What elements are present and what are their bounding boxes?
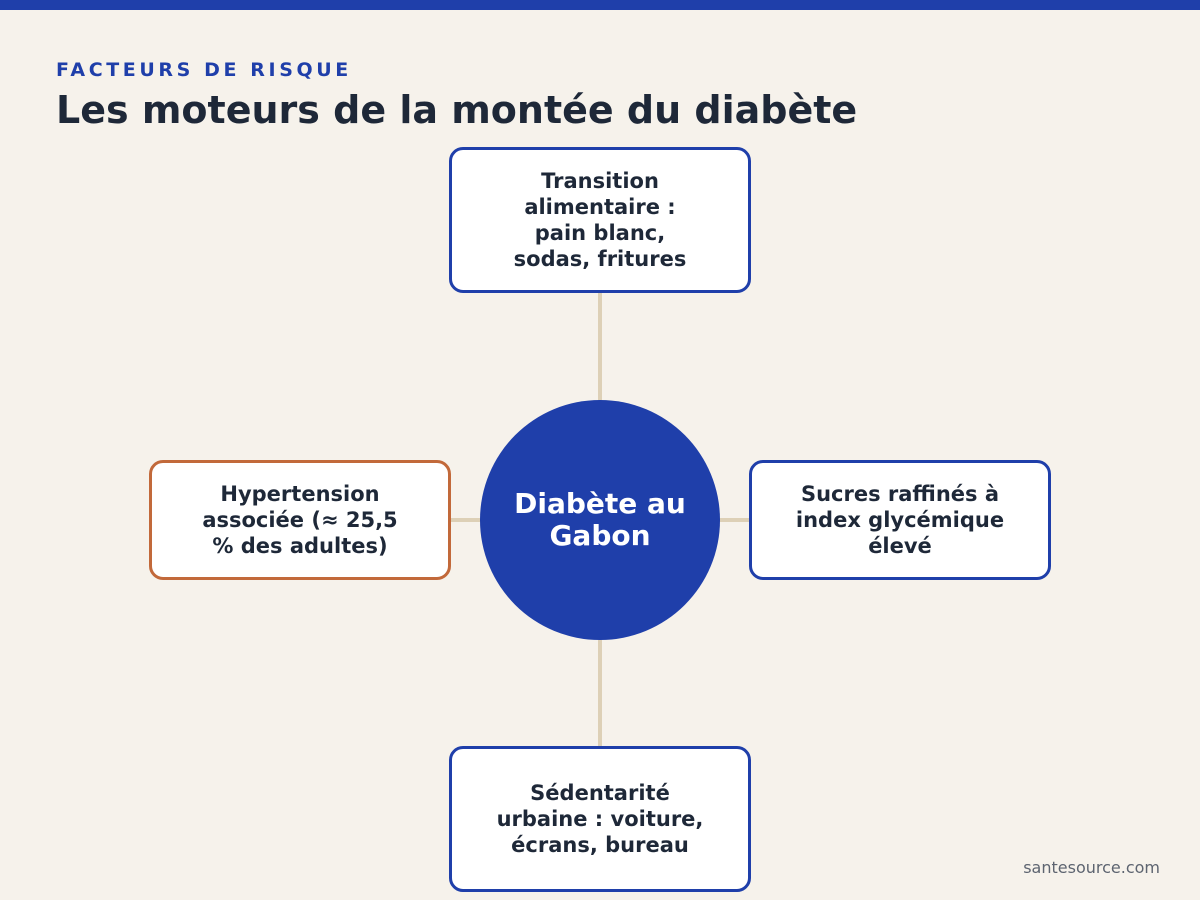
node-dietary-transition [449, 147, 751, 293]
section-eyebrow: FACTEURS DE RISQUE [56, 59, 352, 81]
node-hypertension [149, 460, 451, 580]
node-urban-sedentarity [449, 746, 751, 892]
node-refined-sugars-label: Sucres raffinés à index glycémique élevé [795, 482, 1005, 558]
node-refined-sugars [749, 460, 1051, 580]
connector-top [598, 292, 602, 402]
page-title: Les moteurs de la montée du diabète [56, 88, 858, 132]
connector-right [718, 518, 750, 522]
connector-bottom [598, 638, 602, 748]
node-urban-sedentarity-label: Sédentarité urbaine : voiture, écrans, bureau [496, 781, 704, 857]
node-dietary-transition-label: Transition alimentaire : pain blanc, sodas, fritures [513, 169, 687, 271]
source-credit: santesource.com [1023, 858, 1160, 877]
top-accent-bar [0, 0, 1200, 10]
node-hypertension-label: Hypertension associée (≈ 25,5 % des adultes) [202, 482, 398, 558]
central-hub [480, 400, 720, 640]
central-hub-label: Diabète au Gabon [514, 487, 686, 552]
connector-left [450, 518, 482, 522]
